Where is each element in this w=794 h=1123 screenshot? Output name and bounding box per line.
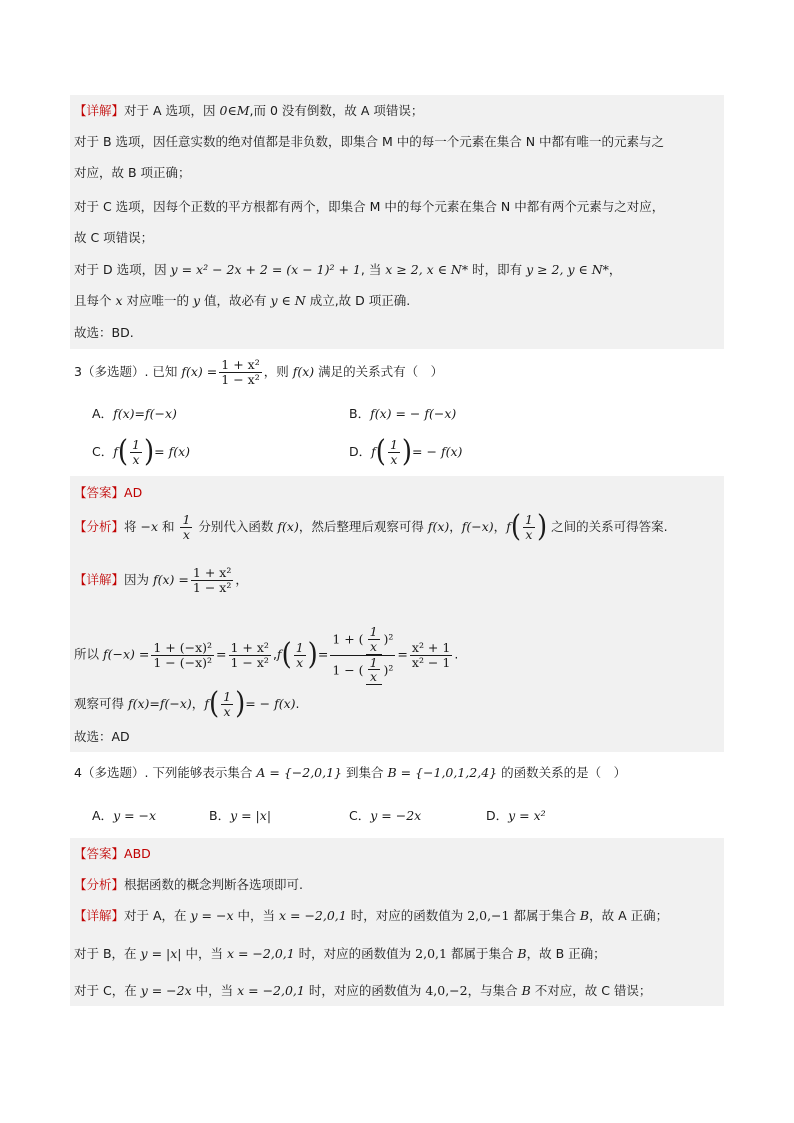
q3-detail: 【详解】因为 f(x) = $\frac{\text{1 + x²}}{\text{1 − x²}}$ ， <box>74 565 248 595</box>
q3-stem: 3（多选题）. 已知 f(x) = $\frac{\text{1 + x²}}{\text{1 − x²}}$ ，则 f(x) 满足的关系式有（ ） <box>74 357 444 387</box>
q3-analysis: 【分析】将 −x 和 $\frac{1}{x}$ 分别代入函数 f(x)，然后整理后观察可得 f(x)，f(−x)，f( $\frac{1}{x}$ ) 之间的关系可得答案. <box>74 510 668 545</box>
q2-detail-line1: 【详解】对于 A 选项，因 0∈M,而 0 没有倒数，故 A 项错误； <box>74 103 424 118</box>
q3-option-a[interactable]: A．f(x)=f(−x) <box>92 406 177 421</box>
q4-option-a[interactable]: A．y = −x <box>92 808 157 823</box>
q2-detail-line5: 故 C 项错误； <box>74 230 154 245</box>
q2-detail-line2: 对于 B 选项，因任意实数的绝对值都是非负数，即集合 M 中的每一个元素在集合 N 中都有唯一的元素与之 <box>74 134 665 149</box>
q4-option-d[interactable]: D．y = x² <box>486 808 546 823</box>
q3-option-b[interactable]: B．f(x) = − f(−x) <box>349 406 457 421</box>
q4-stem: 4（多选题）. 下列能够表示集合 A = {−2,0,1} 到集合 B = {−1,0,1,2,4} 的函数关系的是（ ） <box>74 765 627 780</box>
q2-detail-line3: 对应，故 B 项正确； <box>74 165 191 180</box>
q3-answer: 【答案】AD <box>74 485 143 500</box>
q3-choice: 故选：AD <box>74 729 130 744</box>
q2-detail-line7: 且每个 x 对应唯一的 y 值，故必有 y ∈ N 成立,故 D 项正确. <box>74 293 411 308</box>
q4-detail-a: 【详解】对于 A，在 y = −x 中，当 x = −2,0,1 时，对应的函数值为 2,0,−1 都属于集合 B，故 A 正确； <box>74 908 669 923</box>
q2-answer: 故选：BD. <box>74 325 134 340</box>
q4-detail-c: 对于 C，在 y = −2x 中，当 x = −2,0,1 时，对应的函数值为 4,0,−2，与集合 B 不对应，故 C 错误； <box>74 983 652 998</box>
q3-option-d[interactable]: D．f( $\frac{1}{x}$ )= − f(x) <box>349 435 463 470</box>
q2-detail-line6: 对于 D 选项，因 y = x² − 2x + 2 = (x − 1)² + 1, 当 x ≥ 2, x ∈ N* 时，即有 y ≥ 2, y ∈ N*， <box>74 262 622 277</box>
q3-derivation: 所以 f(−x) = $\frac{\text{1 + (−x)²}}{\text{1 − (−x)²}}$ = $\frac{\text{1 + x²}}{\text{1 − x²}}$ ,f( $\frac{1}{x}$ )= 1 + ( $\frac{1}{x}$ )² 1 − ( $\frac{1}{x}$ )² = $\frac{\text{x² + 1}}{\text{x² − 1}}$ . <box>74 624 459 685</box>
q3-observation: 观察可得 f(x)=f(−x)，f( $\frac{1}{x}$ )= − f(x). <box>74 687 300 722</box>
q4-option-c[interactable]: C．y = −2x <box>349 808 422 823</box>
q4-answer: 【答案】ABD <box>74 846 151 861</box>
q4-analysis: 【分析】根据函数的概念判断各选项即可. <box>74 877 303 892</box>
q4-detail-b: 对于 B，在 y = |x| 中，当 x = −2,0,1 时，对应的函数值为 2,0,1 都属于集合 B，故 B 正确； <box>74 946 606 961</box>
q4-option-b[interactable]: B．y = |x| <box>209 808 272 823</box>
detail-tag: 【详解】 <box>74 103 125 118</box>
q2-detail-line4: 对于 C 选项，因每个正数的平方根都有两个，即集合 M 中的每个元素在集合 N 中都有两个元素与之对应， <box>74 199 665 214</box>
q3-option-c[interactable]: C．f( $\frac{1}{x}$ )= f(x) <box>92 435 191 470</box>
